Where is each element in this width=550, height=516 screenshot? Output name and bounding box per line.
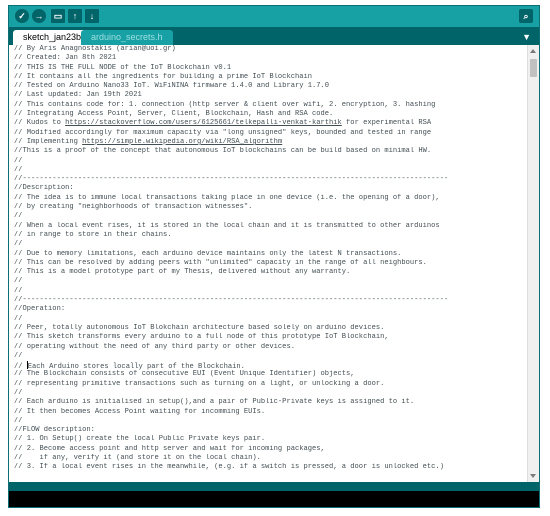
verify-button[interactable] — [15, 9, 29, 23]
arrow-up-icon: ↑ — [72, 11, 78, 21]
code-line: //This is a proof of the concept that autonomous IoT blockchains can be build based on minimal HW. — [14, 147, 432, 156]
code-line: // Due to memory limitations, each arduino device maintains only the latest N transactions. — [14, 249, 402, 258]
code-line: // Tested on Arduino Nano33 IoT. WiFiNINA firmware 1.4.0 and Library 1.7.0 — [14, 82, 330, 91]
save-button[interactable] — [85, 9, 99, 23]
code-line: // THIS IS THE FULL NODE of the IoT Blockchain v0.1 — [14, 63, 232, 72]
code-line: // 2. Become access point and http server and wait for incoming packages, — [14, 444, 325, 453]
code-line: // Implementing https://simple.wikipedia.org/wiki/RSA_algorithm — [14, 137, 283, 146]
code-line: // It contains all the ingredients for building a prime IoT Blockchain — [14, 72, 312, 81]
code-line: // — [14, 212, 23, 221]
serial-monitor-button[interactable] — [519, 9, 533, 23]
code-line: // — [14, 156, 23, 165]
code-line: // — [14, 314, 23, 323]
code-line: // This can be resolved by adding peers with "unlimited" capacity in the range of all neighbours. — [14, 258, 427, 267]
code-line: // The Blockchain consists of consecutive EUI (Event Unique Identifier) objects, — [14, 370, 355, 379]
code-line: // The idea is to immune local transactions taking place in one device (i.e. the opening of a door), — [14, 193, 440, 202]
code-line: //---------------------------------------------------------------------------------------------------- — [14, 175, 449, 184]
code-editor[interactable] — [9, 45, 527, 482]
status-bar — [9, 482, 539, 491]
code-line: // Created: Jan 8th 2021 — [14, 54, 117, 63]
vertical-scrollbar[interactable] — [527, 45, 539, 482]
code-line: // 1. On Setup() create the local Public Private keys pair. — [14, 435, 266, 444]
code-line: // — [14, 416, 23, 425]
scroll-thumb[interactable] — [530, 59, 537, 77]
new-sketch-button[interactable] — [51, 9, 65, 23]
code-line: //Operation: — [14, 305, 66, 314]
code-line: // Integrating Access Point, Server, Client, Blockchain, Hash and RSA code. — [14, 110, 334, 119]
code-line: //FLOW description: — [14, 426, 95, 435]
toolbar — [9, 6, 539, 27]
new-file-icon: ▭ — [53, 10, 63, 21]
code-line: // — [14, 351, 23, 360]
code-line: // — [14, 165, 23, 174]
code-line: // — [14, 286, 23, 295]
tab-bar — [9, 27, 539, 45]
scroll-down-icon[interactable] — [530, 474, 536, 478]
code-line: //---------------------------------------------------------------------------------------------------- — [14, 296, 449, 305]
code-line: // in range to store in their chains. — [14, 230, 172, 239]
code-line: //Description: — [14, 184, 74, 193]
code-line: // It then becomes Access Point waiting for incomming EUIs. — [14, 407, 266, 416]
upload-button[interactable] — [32, 9, 46, 23]
code-line: // Peer, totally autonomous IoT Blokchain architecture based solely on arduino devices. — [14, 323, 385, 332]
code-line: // When a local event rises, it is stored in the local chain and it is transmitted to other arduinos — [14, 221, 440, 230]
code-link[interactable]: https://stackoverflow.com/users/6125661/telkepalli-venkat-karthik — [65, 119, 342, 128]
console-output — [9, 491, 539, 508]
arrow-down-icon: ↓ — [89, 11, 95, 21]
magnifier-icon: ⌕ — [523, 10, 529, 21]
code-line: // representing primitive transactions such as turning on a light, or unlocking a door. — [14, 379, 385, 388]
code-line: // This is a model prototype part of my Thesis, delivered without any warranty. — [14, 268, 351, 277]
code-line: // 3. If a local event rises in the meanwhile, (e.g. if a switch is pressed, a door is unlocked etc.) — [14, 463, 444, 472]
open-button[interactable] — [68, 9, 82, 23]
code-line: // This sketch transforms every arduino to a full node of this prototype IoT Blockchain, — [14, 333, 389, 342]
code-line: // Each arduino is initialised in setup(),and a pair of Public-Private keys is assigned to it. — [14, 398, 415, 407]
check-icon: ✓ — [18, 10, 26, 21]
code-link[interactable]: https://simple.wikipedia.org/wiki/RSA_algorithm — [82, 137, 283, 146]
code-line: // — [14, 277, 23, 286]
code-line: // Modified accordingly for maximum capacity via "long unsigned" keys, bounded and tested in range — [14, 128, 432, 137]
code-line: // By Aris Anagnostakis (arian@uoi.gr) — [14, 45, 176, 53]
code-line: // Last updated: Jan 19th 2021 — [14, 91, 142, 100]
code-line: // Kudos to https://stackoverflow.com/users/6125661/telkepalli-venkat-karthik for experimental RSA — [14, 119, 432, 128]
scroll-up-icon[interactable] — [530, 49, 536, 53]
code-line: // This contains code for: 1. connection (http server & client over wifi, 2. encryption, 3. hashing — [14, 100, 436, 109]
text-caret — [27, 361, 28, 369]
code-line: // operating without the need of any third party or other devices. — [14, 342, 295, 351]
arduino-ide-window — [8, 5, 540, 508]
code-line: // if any, verify it (and store it on the local chain). — [14, 454, 261, 463]
code-line: // — [14, 240, 23, 249]
arrow-right-icon: → — [34, 11, 44, 21]
code-line: // by creating "neighborhoods of transaction witnesses". — [14, 203, 253, 212]
tab-menu-icon[interactable]: ▼ — [522, 32, 531, 42]
tab-arduino-secrets[interactable]: arduino_secrets.h — [81, 30, 173, 45]
tab-sketch[interactable]: sketch_jan23b — [13, 30, 91, 45]
code-line: // Each Arduino stores locally part of the Blockchain. — [14, 363, 245, 371]
code-line: // — [14, 388, 23, 397]
